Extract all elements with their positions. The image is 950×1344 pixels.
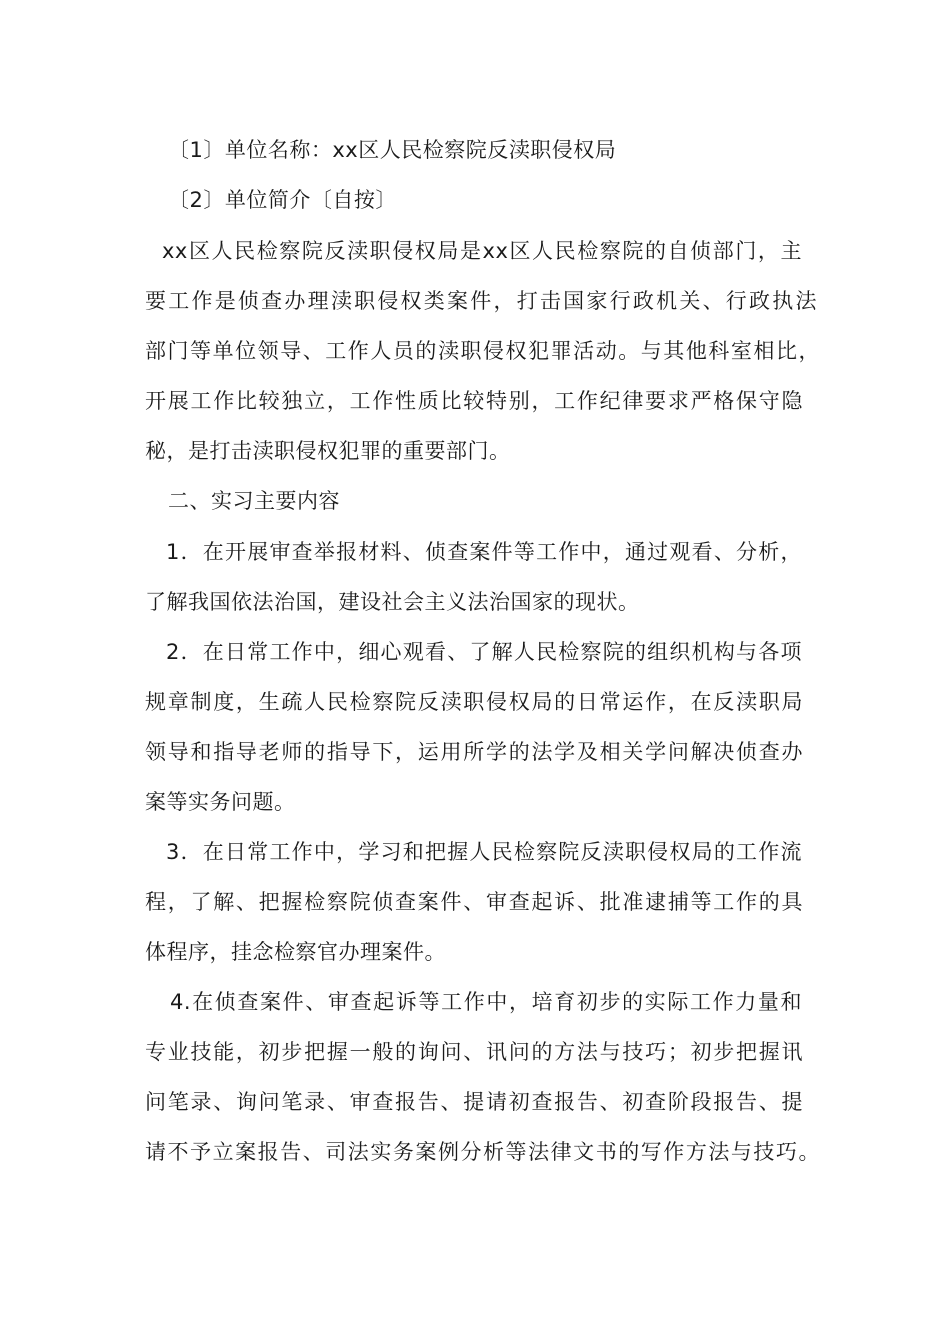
list-item-line: 2．在日常工作中，细心观看、了解人民检察院的组织机构与各项 xyxy=(166,640,802,664)
list-item-line: 规章制度，生疏人民检察院反渎职侵权局的日常运作，在反渎职局 xyxy=(145,690,803,714)
unit-name-line: 〔1〕单位名称：xx区人民检察院反渎职侵权局 xyxy=(168,138,617,162)
paragraph-line: 开展工作比较独立，工作性质比较特别，工作纪律要求严格保守隐 xyxy=(145,389,803,413)
paragraph-line: 要工作是侦查办理渎职侵权类案件，打击国家行政机关、行政执法 xyxy=(145,289,817,313)
paragraph-line: 秘，是打击渎职侵权犯罪的重要部门。 xyxy=(145,439,511,463)
paragraph-line: 部门等单位领导、工作人员的渎职侵权犯罪活动。与其他科室相比， xyxy=(145,339,820,363)
list-item-line: 程，了解、把握检察院侦查案件、审查起诉、批准逮捕等工作的具 xyxy=(145,890,803,914)
list-item-line: 体程序，挂念检察官办理案件。 xyxy=(145,940,446,964)
list-item-line: 3．在日常工作中，学习和把握人民检察院反渎职侵权局的工作流 xyxy=(166,840,802,864)
unit-intro-heading: 〔2〕单位简介〔自按〕 xyxy=(168,188,397,212)
list-item-line: 专业技能，初步把握一般的询问、讯问的方法与技巧；初步把握讯 xyxy=(145,1040,803,1064)
list-item-line: 领导和指导老师的指导下，运用所学的法学及相关学问解决侦查办 xyxy=(145,740,803,764)
section-heading: 二、实习主要内容 xyxy=(168,489,340,513)
list-item-line: 请不予立案报告、司法实务案例分析等法律文书的写作方法与技巧。 xyxy=(145,1140,820,1164)
list-item-line: 案等实务问题。 xyxy=(145,790,296,814)
paragraph-line: xx区人民检察院反渎职侵权局是xx区人民检察院的自侦部门，主 xyxy=(162,239,802,263)
list-item-line: 4.在侦查案件、审查起诉等工作中，培育初步的实际工作力量和 xyxy=(170,990,802,1014)
list-item-line: 1．在开展审查举报材料、侦查案件等工作中，通过观看、分析， xyxy=(166,540,802,564)
list-item-line: 了解我国依法治国，建设社会主义法治国家的现状。 xyxy=(145,590,640,614)
list-item-line: 问笔录、询问笔录、审查报告、提请初查报告、初查阶段报告、提 xyxy=(145,1090,803,1114)
